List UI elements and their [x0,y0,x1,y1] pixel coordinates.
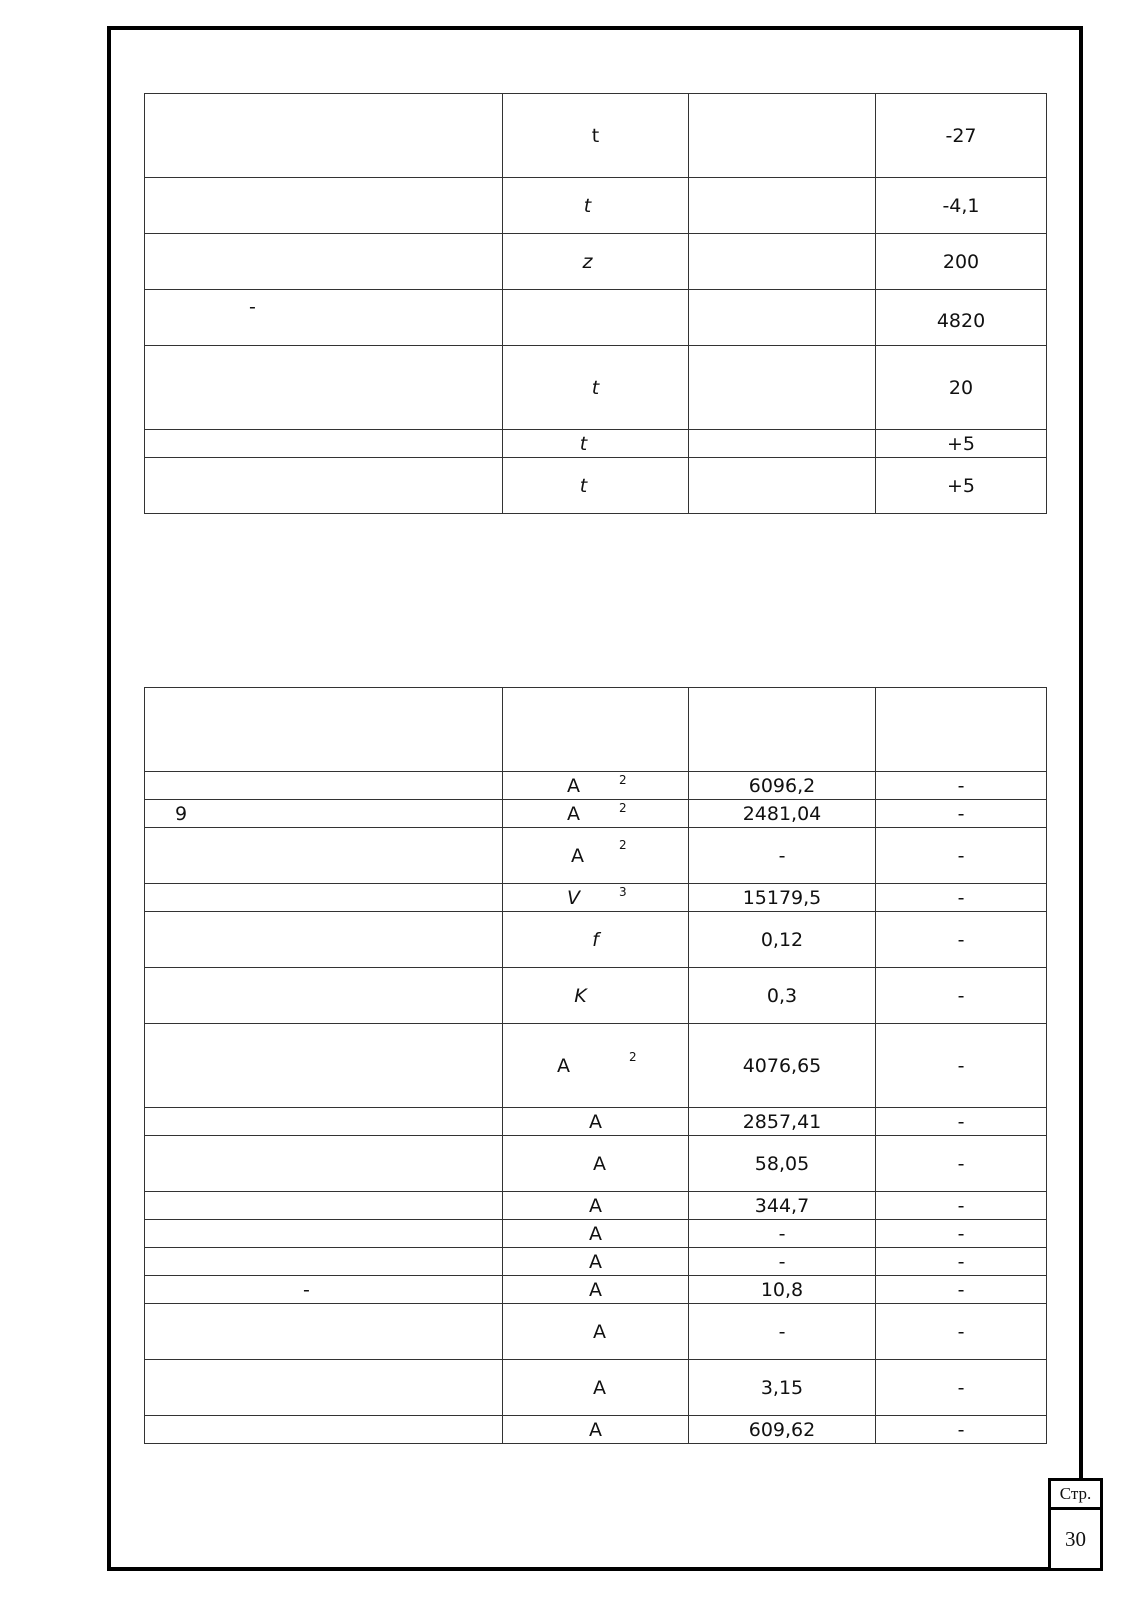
param-design-value: 4076,65 [689,1024,876,1108]
param-name [145,912,503,968]
param-design-value: 0,3 [689,968,876,1024]
param-design-value: 58,05 [689,1136,876,1192]
table-row [145,290,1047,346]
param-value: -4,1 [876,178,1047,234]
table-row [145,1220,1047,1248]
param-symbol: A [503,1136,689,1192]
table-row [145,234,1047,290]
table-row [145,1192,1047,1220]
param-name [145,1360,503,1416]
param-name [145,346,503,430]
param-symbol: K [503,968,689,1024]
param-name: - [145,1276,503,1304]
param-value: +5 [876,458,1047,514]
param-symbol: A [503,1276,689,1304]
param-norm-value: - [876,1360,1047,1416]
table-row [145,1024,1047,1108]
param-design-value: - [689,1220,876,1248]
param-design-value: 15179,5 [689,884,876,912]
table-row [145,1276,1047,1304]
header-cell [689,688,876,772]
param-superscript: 3 [619,885,627,899]
param-symbol: A [503,1304,689,1360]
param-superscript: 2 [619,773,627,787]
param-name [145,1248,503,1276]
param-design-value: 609,62 [689,1416,876,1444]
param-symbol-cell [503,1024,689,1108]
building-characteristics-table [144,687,1047,1444]
param-name [145,1108,503,1136]
param-symbol: t [503,178,689,234]
param-name [145,234,503,290]
table-row [145,968,1047,1024]
param-design-value: 2857,41 [689,1108,876,1136]
param-name [145,1136,503,1192]
param-symbol: A [567,774,580,797]
param-symbol-cell [503,800,689,828]
param-norm-value: - [876,1416,1047,1444]
table-row [145,800,1047,828]
param-superscript: 2 [629,1050,637,1064]
param-symbol: A [503,1220,689,1248]
param-norm-value: - [876,1024,1047,1108]
table-row [145,1304,1047,1360]
param-unit [689,430,876,458]
table-row [145,1136,1047,1192]
param-name [145,1416,503,1444]
table-row [145,828,1047,884]
param-symbol: A [503,1360,689,1416]
param-name [145,94,503,178]
param-symbol: A [571,844,584,867]
param-name [145,772,503,800]
param-name [145,458,503,514]
param-name [145,178,503,234]
param-design-value: - [689,1304,876,1360]
param-design-value: 6096,2 [689,772,876,800]
param-unit [689,458,876,514]
param-norm-value: - [876,828,1047,884]
param-name [145,1024,503,1108]
param-norm-value: - [876,1276,1047,1304]
param-superscript: 2 [619,801,627,815]
param-unit [689,346,876,430]
param-name [145,1192,503,1220]
param-symbol: t [503,346,689,430]
param-symbol: A [503,1108,689,1136]
param-design-value: 10,8 [689,1276,876,1304]
table-row [145,1248,1047,1276]
table-row [145,94,1047,178]
param-symbol: A [503,1248,689,1276]
table-row [145,178,1047,234]
param-symbol-cell [503,772,689,800]
param-norm-value: - [876,800,1047,828]
param-name [145,884,503,912]
param-name: - [145,290,503,346]
param-norm-value: - [876,772,1047,800]
param-design-value: 344,7 [689,1192,876,1220]
param-symbol: t [503,458,689,514]
param-symbol: z [503,234,689,290]
param-symbol: f [503,912,689,968]
table-row [145,1360,1047,1416]
header-cell [876,688,1047,772]
param-design-value: 0,12 [689,912,876,968]
param-name [145,430,503,458]
param-name: 9 [145,800,503,828]
param-norm-value: - [876,1248,1047,1276]
param-name [145,968,503,1024]
param-symbol: V [567,886,580,909]
param-value: 4820 [876,290,1047,346]
param-value: 200 [876,234,1047,290]
param-design-value: - [689,828,876,884]
param-norm-value: - [876,1192,1047,1220]
page-number: 30 [1048,1507,1103,1571]
param-name [145,828,503,884]
table-row [145,458,1047,514]
param-value: 20 [876,346,1047,430]
param-design-value: 2481,04 [689,800,876,828]
param-norm-value: - [876,1108,1047,1136]
table-row [145,430,1047,458]
param-design-value: 3,15 [689,1360,876,1416]
param-norm-value: - [876,884,1047,912]
table-row [145,772,1047,800]
param-value: +5 [876,430,1047,458]
param-symbol: A [503,1192,689,1220]
param-value: -27 [876,94,1047,178]
param-superscript: 2 [619,838,627,852]
table-row [145,884,1047,912]
header-cell [503,688,689,772]
param-symbol: A [557,1054,570,1077]
param-norm-value: - [876,968,1047,1024]
param-name [145,1304,503,1360]
param-unit [689,290,876,346]
table-row [145,1416,1047,1444]
param-symbol-cell [503,828,689,884]
table-row [145,346,1047,430]
param-norm-value: - [876,912,1047,968]
param-symbol-cell [503,884,689,912]
table-header-row [145,688,1047,772]
table-row [145,912,1047,968]
param-symbol: t [503,94,689,178]
table-row [145,1108,1047,1136]
param-norm-value: - [876,1136,1047,1192]
param-symbol: A [503,1416,689,1444]
param-norm-value: - [876,1220,1047,1248]
header-cell [145,688,503,772]
param-norm-value: - [876,1304,1047,1360]
param-unit [689,234,876,290]
param-symbol: A [567,802,580,825]
param-unit [689,178,876,234]
param-symbol [503,290,689,346]
param-unit [689,94,876,178]
page-label: Стр. [1048,1478,1103,1510]
param-design-value: - [689,1248,876,1276]
param-symbol: t [503,430,689,458]
param-name [145,1220,503,1248]
climate-parameters-table [144,93,1047,514]
